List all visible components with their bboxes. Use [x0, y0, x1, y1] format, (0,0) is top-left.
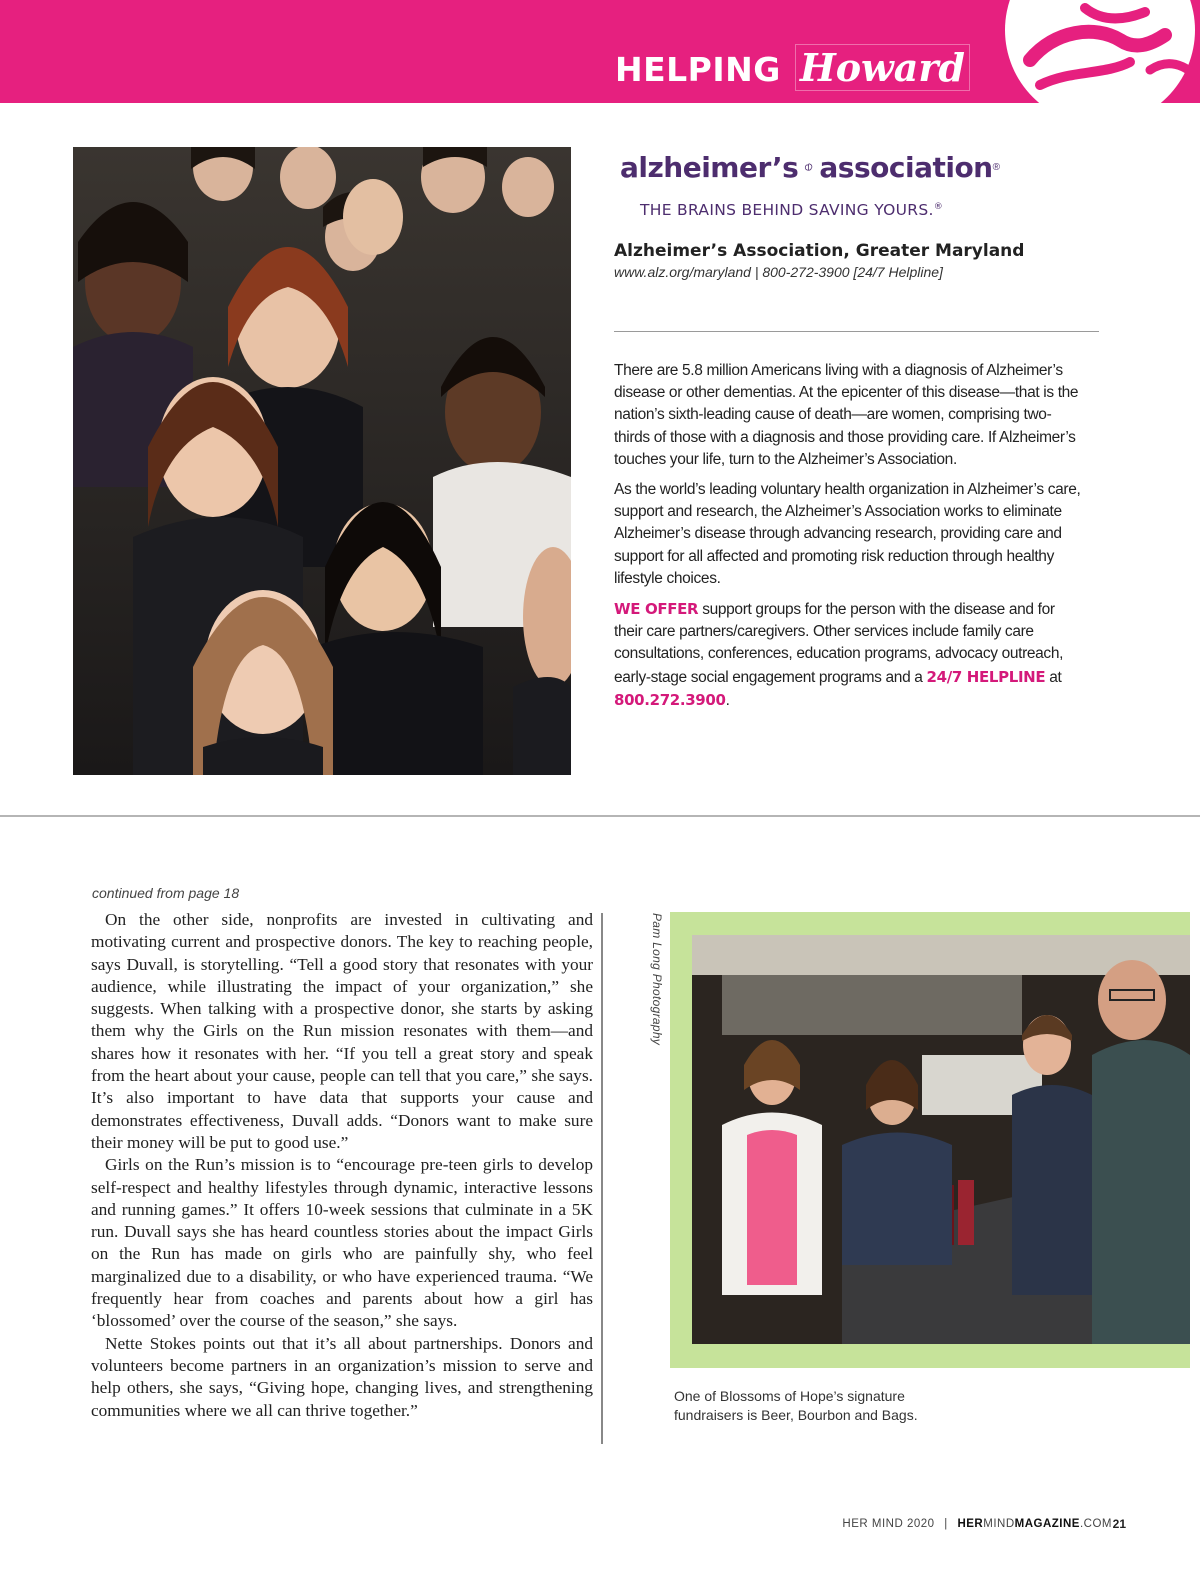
footer-issue: HER MIND 2020: [842, 1518, 935, 1530]
alz-description: [614, 360, 1082, 720]
article-body: [91, 909, 593, 1422]
alz-logo-word-right: association: [819, 150, 993, 184]
alz-logo-word-left: alzheimer’s: [620, 150, 799, 184]
section-title-helping: HELPING: [614, 50, 781, 89]
helpline-number: 800.272.3900: [614, 690, 726, 709]
page-number: 21: [1112, 1517, 1126, 1531]
article-paragraph-3: Nette Stokes points out that it’s all about partnerships. Donors and volunteers become partners in an organization’s mission to serve and help others, she says, “Giving hope, changing lives, and strengthening communities where we all can thrive together.”: [91, 1333, 593, 1420]
alz-tagline: [640, 201, 943, 219]
footer-publication: [842, 1518, 1112, 1530]
brain-icon: [804, 144, 813, 190]
org-contact: www.alz.org/maryland | 800-272-3900 [24/7 Helpline]: [614, 264, 943, 280]
divider: [614, 331, 1099, 332]
article-paragraph-2: Girls on the Run’s mission is to “encourage pre-teen girls to develop self-respect and healthy lifestyles through dynamic, interactive lessons and running games.” It offers 10-week sessions that culminate in a 5K run. Duvall says she has heard countless stories about the impact Girls on the Run has made on girls who are painfully shy, who feel marginalized due to a disability, or who have experienced trauma. “We frequently hear from coaches and parents about how a girl has ‘blossomed’ over the course of the season,” she says.: [91, 1155, 593, 1331]
we-offer-label: WE OFFER: [614, 600, 699, 619]
helping-hands-logo-icon: [1000, 0, 1200, 103]
article-paragraph-1: On the other side, nonprofits are invested in cultivating and motivating current and prospective donors. The key to reaching people, says Duvall, is storytelling. “Tell a good story that resonates with your audience, while illustrating the impact of your organization,” she suggests. When talking with a prospective donor, she starts by asking them why the Girls on the Run mission resonates with them—and shares how it resonates with her. “If you tell a great story and speak from the heart about your cause, people can tell that you care,” she says. It’s also important to have data that supports your cause and demonstrates effectiveness, Duvall adds. “Donors want to make sure their money will be put to good use.”: [91, 910, 593, 1152]
photo-credit: Pam Long Photography: [650, 913, 664, 1046]
footer-separator: |: [944, 1518, 948, 1530]
alz-association-logo: [620, 142, 1000, 192]
helpline-at: at: [1045, 668, 1062, 686]
section-title-howard: Howard: [795, 44, 970, 91]
footer-site-mind: MIND: [983, 1518, 1015, 1530]
alz-paragraph-3: [614, 598, 1082, 712]
helpline-period: .: [725, 691, 730, 709]
alz-logo-registered: ®: [992, 161, 1000, 173]
we-offer-text: support groups for the person with the disease and for their care partners/caregivers. Other services include family care consultations, conferences, education programs, advocacy outreach, early-stage social engagement programs and a: [614, 601, 1064, 686]
alz-paragraph-2: As the world’s leading voluntary health organization in Alzheimer’s care, support and research, the Alzheimer’s Association works to eliminate Alzheimer’s disease through advancing research, providing care and support for all affected and promoting risk reduction through healthy lifestyle choices.: [614, 481, 1081, 587]
footer-site-com: .COM: [1079, 1518, 1112, 1530]
alz-paragraph-1: There are 5.8 million Americans living with a diagnosis of Alzheimer’s disease or other dementias. At the epicenter of this disease—that is the nation’s sixth-leading cause of death—are women, comprising two-thirds of those with a diagnosis and those providing care. If Alzheimer’s touches your life, turn to the Alzheimer’s Association.: [614, 362, 1079, 468]
women-group-photo: [73, 147, 571, 775]
helpline-label: 24/7 HELPLINE: [926, 667, 1046, 686]
continued-note: continued from page 18: [92, 885, 240, 901]
alz-tagline-mark: ®: [933, 201, 944, 212]
footer-site-her: HER: [957, 1518, 984, 1530]
org-name: Alzheimer’s Association, Greater Maryland: [614, 241, 1025, 261]
alz-tagline-text: THE BRAINS BEHIND SAVING YOURS.: [640, 201, 934, 219]
section-divider: [0, 815, 1200, 817]
photo-caption: One of Blossoms of Hope’s signature fundraisers is Beer, Bourbon and Bags.: [674, 1388, 918, 1423]
fundraiser-event-photo: [692, 935, 1190, 1344]
footer-site-magazine: MAGAZINE: [1014, 1518, 1080, 1530]
column-rule: [601, 913, 603, 1444]
section-title: [615, 44, 970, 92]
